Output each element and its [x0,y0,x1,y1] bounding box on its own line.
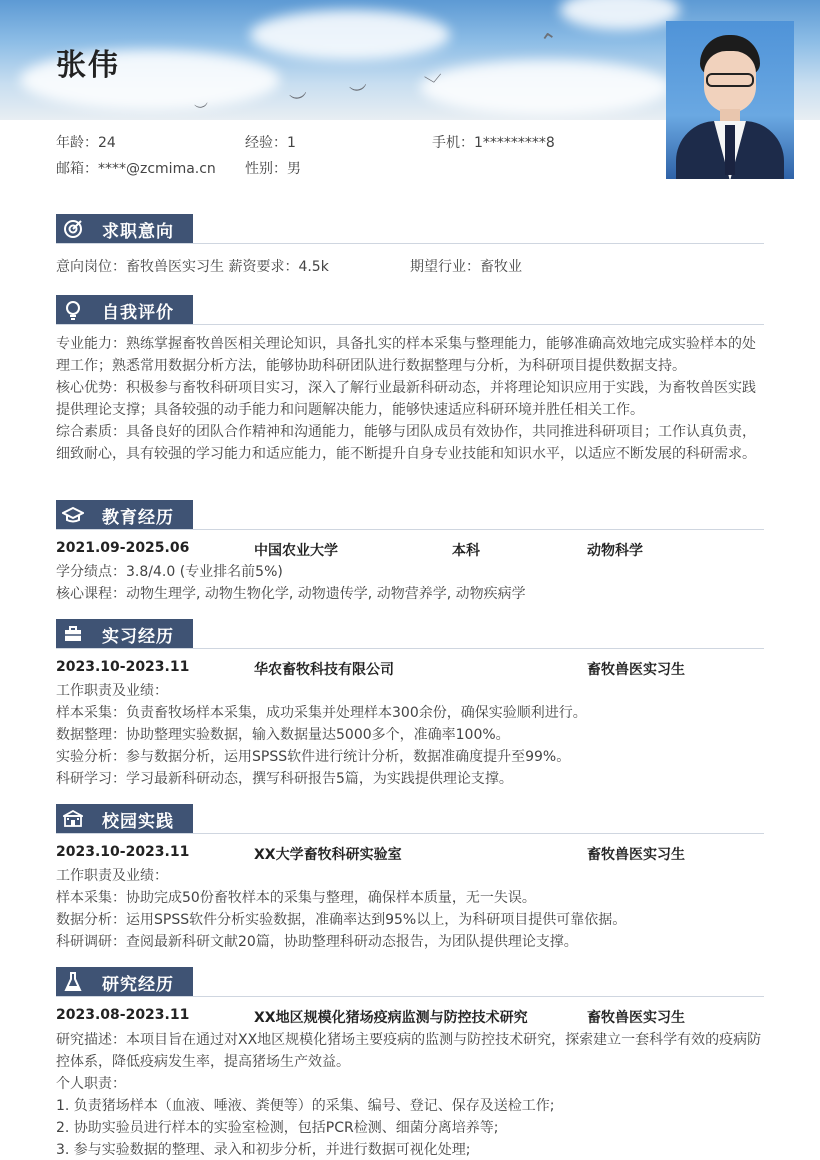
intern-line: 样本采集：负责畜牧场样本采集，成功采集并处理样本300余份，确保实验顺利进行。 [56,705,587,721]
research-line: 1. 负责猪场样本（血液、唾液、粪便等）的采集、编号、登记、保存及送检工作; [56,1098,555,1114]
cloud-shape [250,10,450,60]
research-line: 2. 协助实验员进行样本的实验室检测，包括PCR检测、细菌分离培养等; [56,1120,499,1136]
section-header-campus [56,804,193,834]
self-eval-professional: 专业能力：熟练掌握畜牧兽医相关理论知识，具备扎实的样本采集与整理能力，能够准确高效地完成实验样本的处理工作；熟悉常用数据分析方法，能够协助科研团队进行数据整理与分析，为科研项目提供数据支持。 [56,336,756,374]
school-building-icon [56,804,90,834]
seagull-icon: ⌃ [537,28,561,57]
info-email: 邮箱：****@zcmima.cn [56,161,216,177]
edu-school: 中国农业大学 [254,543,338,559]
briefcase-icon [56,619,90,649]
research-period: 2023.08-2023.11 [56,1007,190,1023]
candidate-name: 张伟 [56,48,120,83]
section-header-research [56,967,193,997]
section-divider [56,243,764,244]
campus-line: 工作职责及业绩： [56,868,168,884]
intern-period: 2023.10-2023.11 [56,659,190,675]
campus-period: 2023.10-2023.11 [56,844,190,860]
campus-line: 数据分析：运用SPSS软件分析实验数据，准确率达到95%以上，为科研项目提供可靠依据。 [56,912,627,928]
section-title: 教育经历 [102,507,174,528]
seagull-icon: ︶ [193,101,211,120]
cloud-shape [420,60,670,115]
section-divider [56,996,764,997]
section-header-intent [56,214,193,244]
section-header-education [56,500,193,530]
intern-line: 工作职责及业绩： [56,683,168,699]
target-icon [56,214,90,244]
seagull-icon: ︶ [348,82,370,107]
research-role: 畜牧兽医实习生 [587,1010,685,1026]
profile-photo [666,21,794,179]
intern-line: 数据整理：协助整理实验数据，输入数据量达5000多个，准确率100%。 [56,727,510,743]
lightbulb-icon [56,295,90,325]
intent-industry: 期望行业：畜牧业 [410,259,522,275]
research-desc: 研究描述：本项目旨在通过对XX地区规模化猪场主要疫病的监测与防控技术研究，探索建立一套科学有效的疫病防控体系，降低疫病发生率，提高猪场生产效益。 [56,1032,762,1070]
section-title: 校园实践 [102,811,174,832]
seagull-icon: ︶ [288,90,310,115]
section-title: 研究经历 [102,974,174,995]
intent-position-salary: 意向岗位：畜牧兽医实习生 薪资要求：4.5k [56,259,329,275]
self-eval-strengths: 核心优势：积极参与畜牧科研项目实习，深入了解行业最新科研动态，并将理论知识应用于实践，为畜牧兽医实践提供理论支撑；具备较强的动手能力和问题解决能力，能够快速适应科研环境并胜任相关工作。 [56,380,756,418]
section-header-internship [56,619,193,649]
campus-role: 畜牧兽医实习生 [587,847,685,863]
edu-courses: 核心课程：动物生理学, 动物生物化学, 动物遗传学, 动物营养学, 动物疾病学 [56,586,526,602]
section-divider [56,833,764,834]
seagull-icon: ﹀ [423,72,445,97]
edu-gpa: 学分绩点：3.8/4.0 (专业排名前5%) [56,564,283,580]
campus-line: 样本采集：协助完成50份畜牧样本的采集与整理，确保样本质量，无一失误。 [56,890,536,906]
campus-line: 科研调研：查阅最新科研文献20篇，协助整理科研动态报告，为团队提供理论支撑。 [56,934,578,950]
edu-period: 2021.09-2025.06 [56,540,190,556]
section-header-self-eval [56,295,193,325]
section-divider [56,648,764,649]
intern-line: 科研学习：学习最新科研动态，撰写科研报告5篇，为实践提供理论支撑。 [56,771,513,787]
section-divider [56,324,764,325]
edu-degree: 本科 [452,543,480,559]
section-divider [56,529,764,530]
research-project: XX地区规模化猪场疫病监测与防控技术研究 [254,1010,528,1026]
section-title: 求职意向 [102,221,174,242]
intern-line: 实验分析：参与数据分析，运用SPSS软件进行统计分析，数据准确度提升至99%。 [56,749,571,765]
campus-org: XX大学畜牧科研实验室 [254,847,402,863]
cloud-shape [560,0,680,30]
research-line: 个人职责： [56,1076,126,1092]
info-phone: 手机：1*********8 [432,135,555,151]
info-experience: 经验：1 [245,135,296,151]
info-age: 年龄：24 [56,135,116,151]
graduation-cap-icon [56,500,90,530]
self-eval-overall: 综合素质：具备良好的团队合作精神和沟通能力，能够与团队成员有效协作，共同推进科研项目；工作认真负责，细致耐心，具有较强的学习能力和适应能力，能不断提升自身专业技能和知识水平，以适应不断发展的科研需求。 [56,424,756,462]
section-title: 自我评价 [102,302,174,323]
edu-major: 动物科学 [587,543,643,559]
section-title: 实习经历 [102,626,174,647]
flask-icon [56,967,90,997]
research-line: 3. 参与实验数据的整理、录入和初步分析，并进行数据可视化处理; [56,1142,471,1158]
info-gender: 性别：男 [245,161,301,177]
intern-role: 畜牧兽医实习生 [587,662,685,678]
intern-company: 华农畜牧科技有限公司 [254,662,394,678]
